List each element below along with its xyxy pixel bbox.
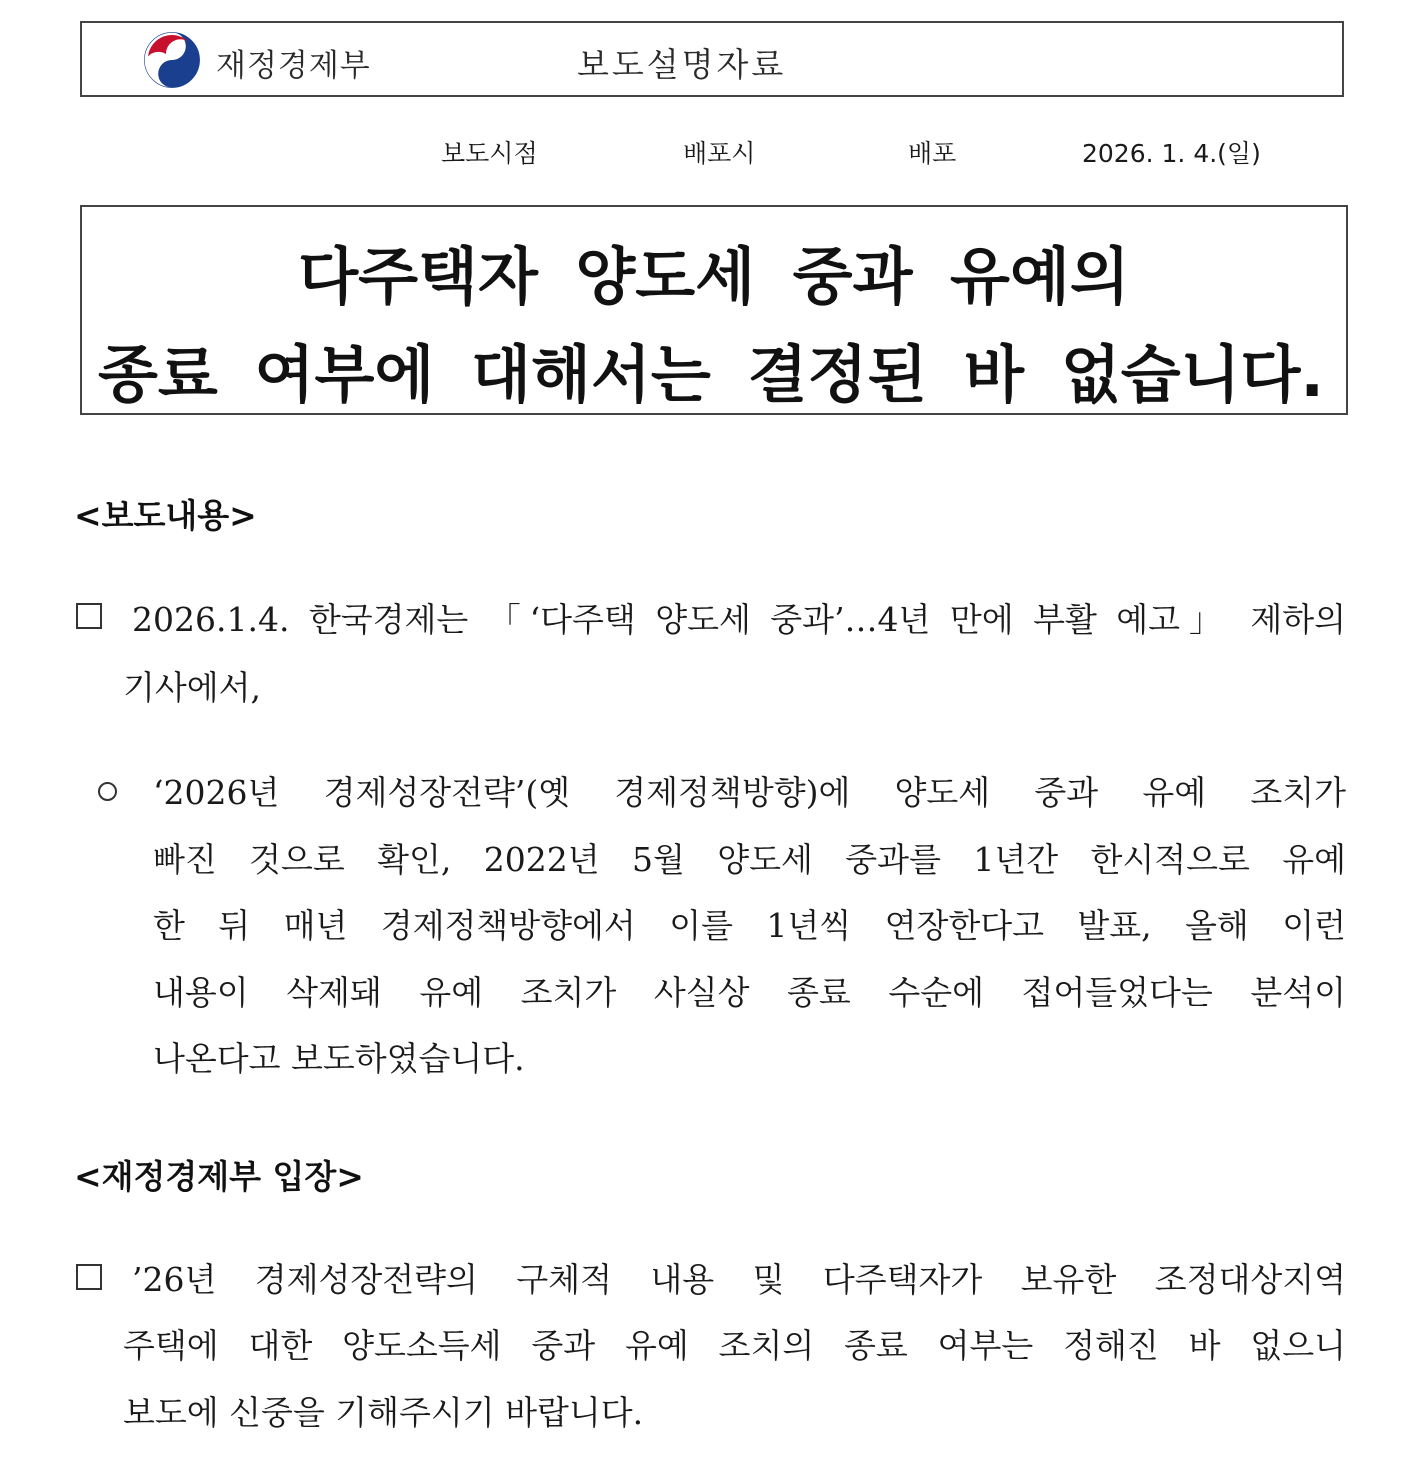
report-section-heading: <보도내용> [74, 496, 257, 535]
title-line-2: 종료 여부에 대해서는 결정된 바 없습니다. [98, 338, 1324, 411]
report-item1-line1: 2026.1.4. 한국경제는 「‘다주택 양도세 중과’…4년 만에 부활 예고」 제하의 [132, 600, 1346, 639]
title-box [80, 205, 1348, 415]
position-section-heading: <재정경제부 입장> [74, 1157, 364, 1196]
release-label: 보도시점 [441, 139, 538, 168]
square-bullet-icon [76, 1264, 102, 1290]
release-date: 2026. 1. 4.(일) [1082, 139, 1261, 168]
circle-bullet-icon [98, 782, 117, 801]
document-type: 보도설명자료 [577, 45, 787, 84]
position-item1-line2: 주택에 대한 양도소득세 중과 유예 조치의 종료 여부는 정해진 바 없으니 [123, 1326, 1346, 1365]
report-item2-line1: ‘2026년 경제성장전략’(옛 경제정책방향)에 양도세 중과 유예 조치가 [153, 773, 1346, 812]
report-item2-line2: 빠진 것으로 확인, 2022년 5월 양도세 중과를 1년간 한시적으로 유예 [153, 840, 1346, 879]
report-item2-line4: 내용이 삭제돼 유예 조치가 사실상 종료 수순에 접어들었다는 분석이 [153, 973, 1346, 1012]
release-distribution: 배포 [908, 139, 957, 168]
header-box [80, 21, 1344, 97]
report-item2-line5: 나온다고 보도하였습니다. [153, 1039, 525, 1078]
square-bullet-icon [76, 603, 102, 629]
release-timing: 배포시 [683, 139, 756, 168]
report-item2-line3: 한 뒤 매년 경제정책방향에서 이를 1년씩 연장한다고 발표, 올해 이런 [153, 906, 1346, 945]
title-line-1: 다주택자 양도세 중과 유예의 [298, 240, 1130, 313]
taegeuk-logo-icon [142, 30, 202, 90]
position-item1-line1: ’26년 경제성장전략의 구체적 내용 및 다주택자가 보유한 조정대상지역 [132, 1260, 1346, 1299]
position-item1-line3: 보도에 신중을 기해주시기 바랍니다. [123, 1393, 644, 1432]
report-item1-line2: 기사에서, [123, 668, 262, 707]
ministry-name: 재정경제부 [216, 48, 371, 84]
